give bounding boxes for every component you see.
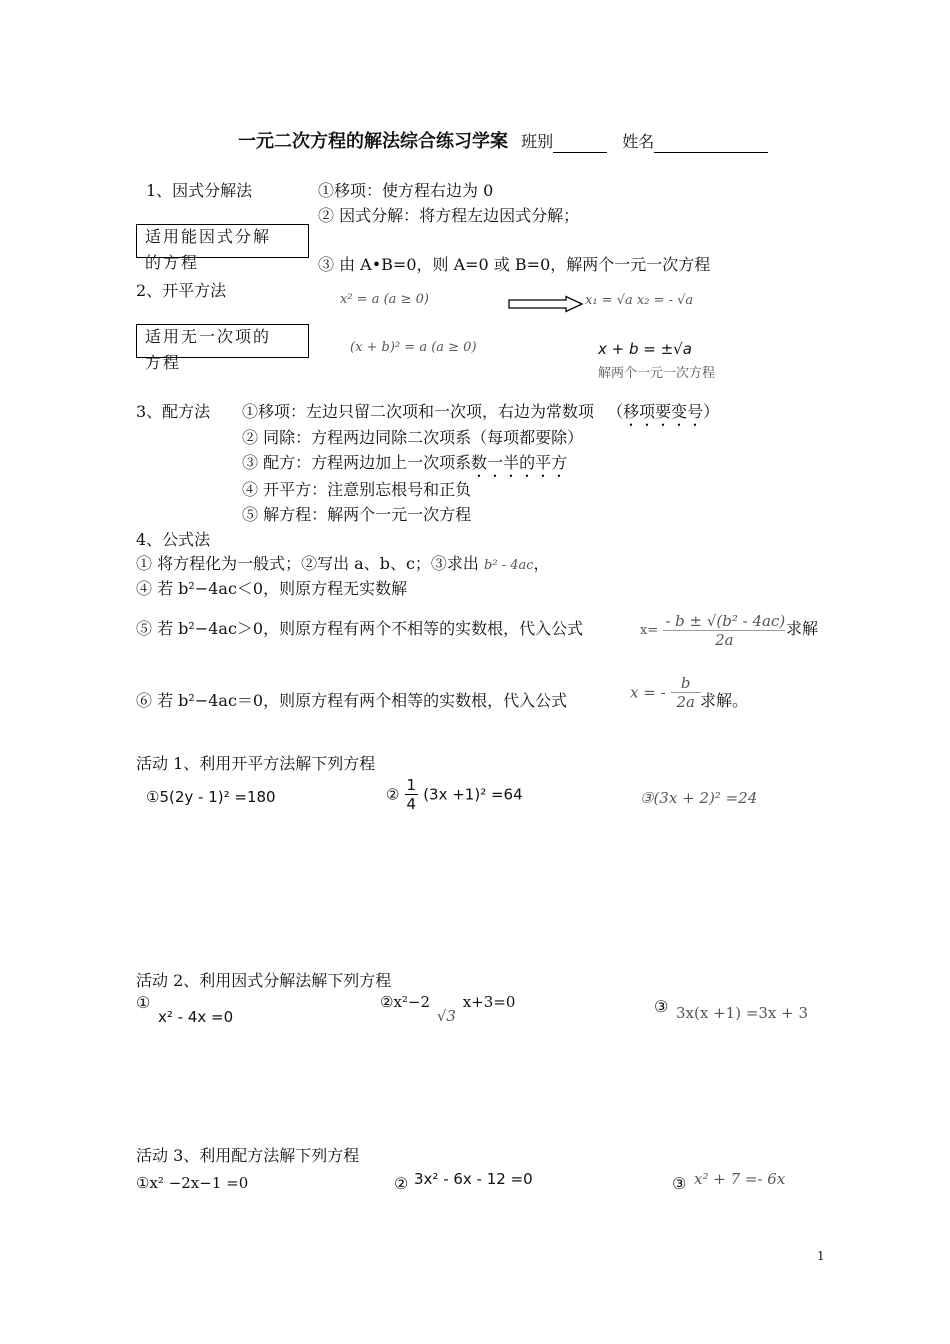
title-line [238, 127, 768, 153]
s1-box-line2: 的方程 [145, 253, 200, 272]
activity2-problem2-rest: x+3=0 [462, 993, 516, 1011]
s3-heading: 3、配方法 [136, 402, 211, 421]
s2-note-box [136, 324, 309, 372]
quadratic-formula-denominator: 2a [715, 631, 734, 649]
s1-heading: 1、因式分解法 [146, 181, 253, 200]
activity1-problem1: ①5(2y - 1)² =180 [146, 788, 276, 806]
s4-line1-text: ① 将方程化为一般式；②写出 a、b、c；③求出 [136, 554, 479, 573]
s4-heading: 4、公式法 [136, 530, 211, 549]
activity3-heading: 活动 3、利用配方法解下列方程 [136, 1146, 360, 1165]
s3-step3-text: ③ 配方：方程两边加上一次项系 [242, 453, 472, 472]
activity1-heading: 活动 1、利用开平方法解下列方程 [136, 754, 376, 773]
s2-formula1-result: x₁ = √a x₂ = - √a [585, 293, 694, 308]
activity2-problem3: 3x(x +1) =3x + 3 [676, 1004, 809, 1022]
double-root-denominator: 2a [676, 693, 695, 711]
activity3-problem2: 3x² - 6x - 12 =0 [414, 1170, 533, 1188]
activity3-problem2-prefix: ② [394, 1174, 409, 1193]
activity1-problem2-numerator: 1 [406, 776, 417, 794]
s3-step4: ④ 开平方：注意别忘根号和正负 [242, 480, 472, 499]
quadratic-formula [640, 612, 785, 649]
double-root-fraction [671, 674, 701, 711]
s4-line4 [136, 688, 567, 711]
name-blank[interactable] [654, 134, 768, 153]
s3-step1-text: ①移项：左边只留二次项和一次项，右边为常数项 [242, 402, 595, 421]
activity1-problem2-prefix: ② [386, 785, 400, 804]
class-label: 班别 [521, 132, 554, 151]
right-arrow-icon [508, 296, 584, 312]
activity1-problem2-denominator: 4 [406, 795, 417, 813]
s4-line4-end: 求解。 [700, 691, 749, 710]
s2-formula1: x² = a (a ≥ 0) [340, 292, 429, 307]
double-root-formula [630, 674, 701, 711]
s3-step5: ⑤ 解方程：解两个一元一次方程 [242, 505, 472, 524]
s1-step3: ③ 由 A•B=0，则 A=0 或 B=0，解两个一元一次方程 [318, 255, 711, 274]
page-number: 1 [817, 1249, 825, 1263]
activity2-problem2-start: ②x²−2 [380, 993, 431, 1011]
s4-line4-text: ⑥ 若 b²−4ac＝0，则原方程有两个相等的实数根，代入公式 [136, 691, 568, 710]
class-blank[interactable] [553, 134, 607, 153]
activity2-problem3-prefix: ③ [654, 997, 669, 1016]
activity1-problem2-fraction [405, 776, 419, 813]
s2-formula2: (x + b)² = a (a ≥ 0) [350, 340, 477, 355]
s3-step3-emph: 数一半的平方 [471, 453, 568, 472]
activity3-problem1: ①x² −2x−1 =0 [136, 1174, 249, 1192]
quadratic-formula-fraction [663, 612, 785, 649]
activity2-heading: 活动 2、利用因式分解法解下列方程 [136, 971, 392, 990]
activity1-problem2-rest: (3x +1)² =64 [423, 785, 523, 804]
activity2-problem2 [380, 993, 516, 1025]
s1-box-line1: 适用能因式分解 [145, 227, 272, 246]
s2-heading: 2、开平方法 [136, 281, 227, 300]
quadratic-formula-x: x= [640, 623, 659, 638]
s4-line1-expr: b² - 4ac [484, 558, 534, 573]
activity2-problem2-root: √3 [436, 1007, 456, 1025]
s2-box-line2: 方程 [145, 353, 182, 372]
s1-step2: ② 因式分解：将方程左边因式分解； [318, 206, 580, 225]
activity2-problem1-prefix: ① [136, 993, 151, 1012]
s2-formula2-result: x + b = ±√a [598, 340, 692, 358]
double-root-numerator: b [671, 674, 701, 693]
activity3-problem3-prefix: ③ [672, 1174, 687, 1193]
quadratic-formula-numerator: - b ± √(b² - 4ac) [665, 612, 786, 630]
s4-line1-end: ， [533, 554, 550, 573]
activity1-problem3: ③(3x + 2)² =24 [640, 789, 758, 807]
page-title: 一元二次方程的解法综合练习学案 [238, 131, 508, 152]
s3-step1-note: （移项要变号） [607, 402, 720, 421]
name-label: 姓名 [622, 132, 655, 151]
s4-line3 [136, 616, 583, 639]
s1-note-box [136, 224, 309, 272]
activity1-problem2 [386, 776, 523, 813]
s4-line2: ④ 若 b²−4ac＜0，则原方程无实数解 [136, 579, 408, 598]
s3-step2: ② 同除：方程两边同除二次项系（每项都要除） [242, 428, 584, 447]
double-root-x: x = - [630, 683, 666, 702]
s1-step1: ①移项：使方程右边为 0 [318, 181, 494, 200]
s4-line1 [136, 551, 550, 574]
s4-line3-end: 求解 [786, 619, 819, 638]
activity2-problem1: x² - 4x =0 [158, 1008, 234, 1026]
s2-formula2-note: 解两个一元一次方程 [598, 366, 716, 381]
s4-line3-text: ⑤ 若 b²−4ac＞0，则原方程有两个不相等的实数根，代入公式 [136, 619, 584, 638]
activity3-problem3: x² + 7 =- 6x [694, 1170, 786, 1188]
s2-box-line1: 适用无一次项的 [145, 327, 272, 346]
